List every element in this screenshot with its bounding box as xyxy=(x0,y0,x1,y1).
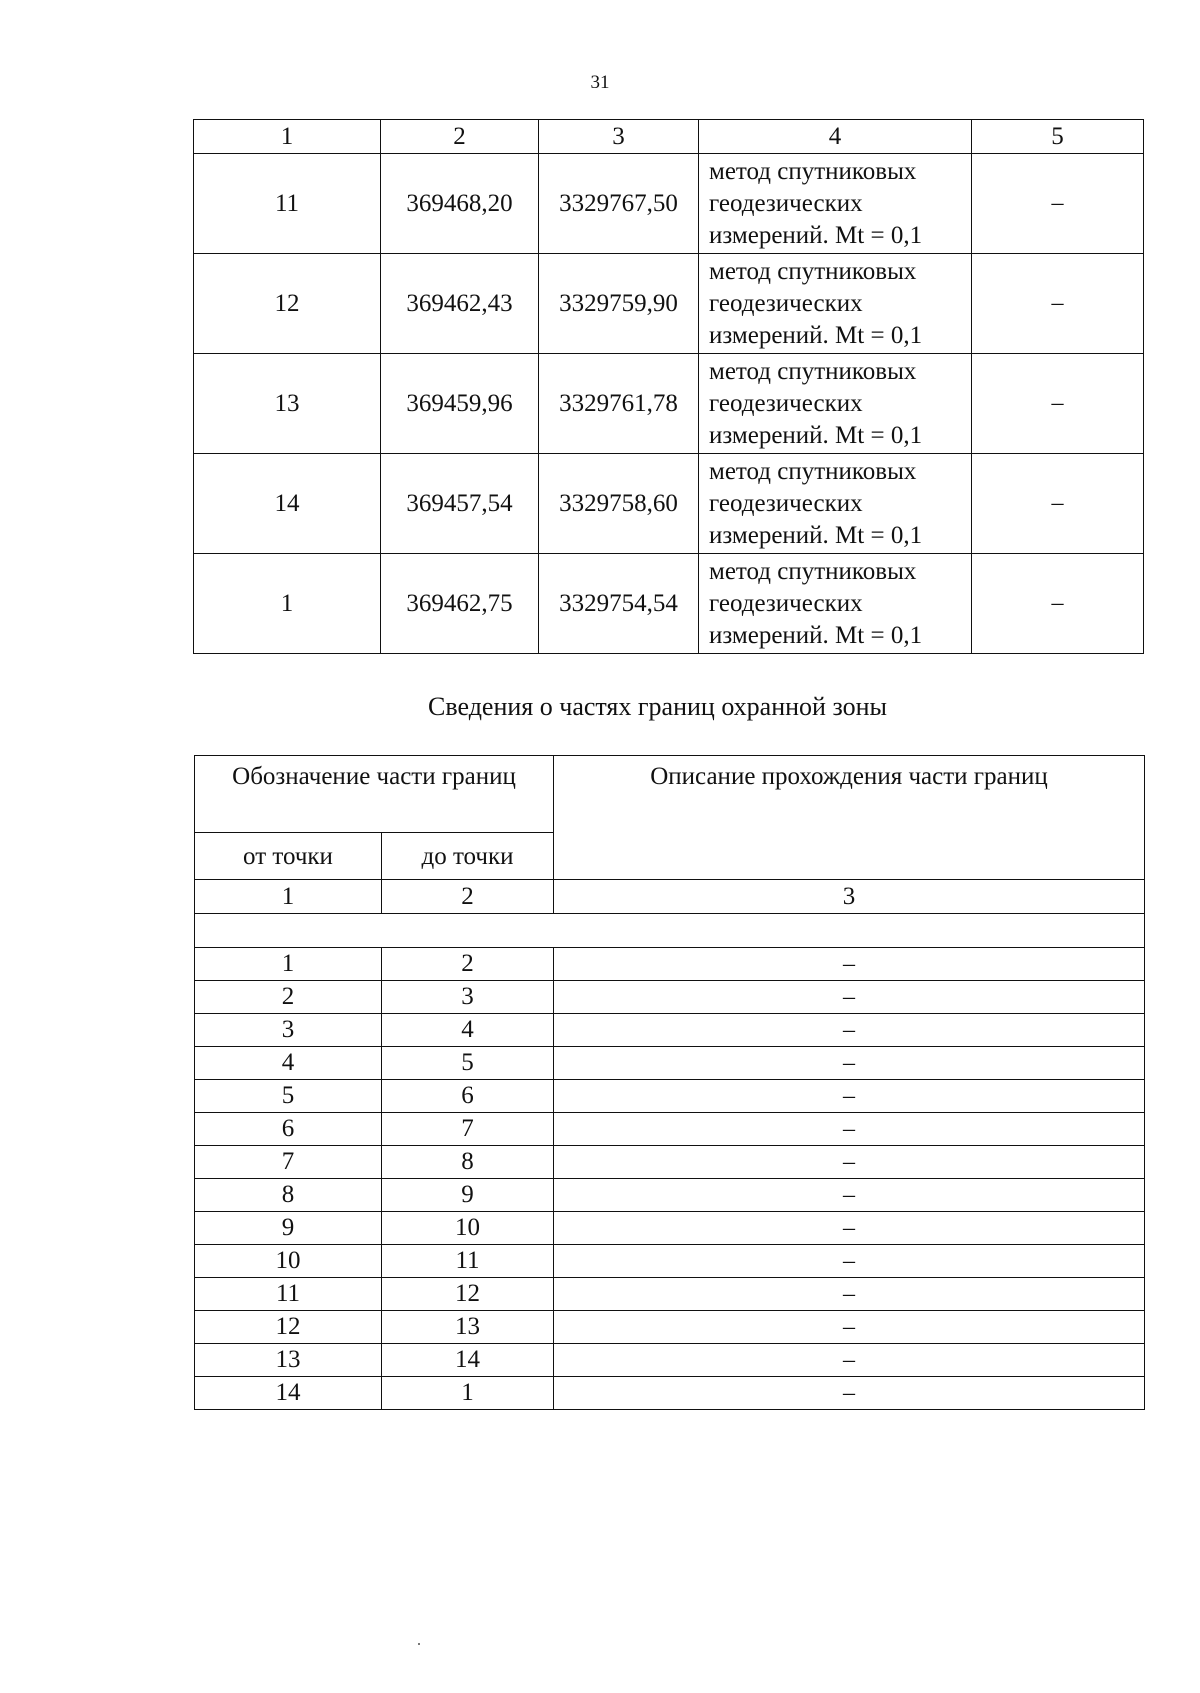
note-cell: – xyxy=(972,454,1144,554)
method-line: измерений. Mt = 0,1 xyxy=(709,421,923,449)
from-point-cell: 7 xyxy=(195,1146,382,1179)
to-point-header: до точки xyxy=(382,833,554,880)
from-point-cell: 10 xyxy=(195,1245,382,1278)
column-number: 4 xyxy=(699,120,972,154)
column-number: 1 xyxy=(194,120,381,154)
y-coordinate-cell: 3329754,54 xyxy=(539,554,699,654)
column-number: 1 xyxy=(195,880,382,914)
table-row xyxy=(195,1278,1145,1311)
to-point-cell: 2 xyxy=(382,948,554,981)
table-row xyxy=(194,554,1144,654)
table-row xyxy=(195,1377,1145,1410)
to-point-cell: 5 xyxy=(382,1047,554,1080)
header-row xyxy=(195,756,1145,833)
point-number-cell: 12 xyxy=(194,254,381,354)
description-header: Описание прохождения части границ xyxy=(554,756,1145,880)
boundary-parts-table xyxy=(194,755,1145,1410)
table-row xyxy=(195,1179,1145,1212)
description-cell: – xyxy=(554,1080,1145,1113)
x-coordinate-cell: 369462,75 xyxy=(381,554,539,654)
to-point-cell: 7 xyxy=(382,1113,554,1146)
description-cell: – xyxy=(554,1212,1145,1245)
description-cell: – xyxy=(554,1146,1145,1179)
table-row xyxy=(195,1245,1145,1278)
from-point-cell: 8 xyxy=(195,1179,382,1212)
point-number-cell: 1 xyxy=(194,554,381,654)
description-cell: – xyxy=(554,1278,1145,1311)
description-cell: – xyxy=(554,1344,1145,1377)
to-point-cell: 13 xyxy=(382,1311,554,1344)
method-line: измерений. Mt = 0,1 xyxy=(709,621,923,649)
method-line: геодезических xyxy=(709,589,863,617)
table-row xyxy=(195,981,1145,1014)
point-number-cell: 13 xyxy=(194,354,381,454)
from-point-cell: 3 xyxy=(195,1014,382,1047)
parts-section-title: Сведения о частях границ охранной зоны xyxy=(428,692,887,721)
point-number-cell: 14 xyxy=(194,454,381,554)
method-line: измерений. Mt = 0,1 xyxy=(709,221,923,249)
y-coordinate-cell: 3329761,78 xyxy=(539,354,699,454)
method-line: метод спутниковых xyxy=(709,157,917,185)
description-cell: – xyxy=(554,1245,1145,1278)
description-cell: – xyxy=(554,1047,1145,1080)
table-row xyxy=(195,1311,1145,1344)
to-point-cell: 4 xyxy=(382,1014,554,1047)
y-coordinate-cell: 3329767,50 xyxy=(539,154,699,254)
column-number-row xyxy=(194,120,1144,154)
column-number: 3 xyxy=(539,120,699,154)
description-cell: – xyxy=(554,1311,1145,1344)
table-row xyxy=(195,1080,1145,1113)
description-cell: – xyxy=(554,1014,1145,1047)
column-number-row xyxy=(195,880,1145,914)
table-row xyxy=(194,354,1144,454)
column-number: 2 xyxy=(381,120,539,154)
method-line: метод спутниковых xyxy=(709,457,917,485)
to-point-cell: 1 xyxy=(382,1377,554,1410)
table-row xyxy=(194,254,1144,354)
x-coordinate-cell: 369468,20 xyxy=(381,154,539,254)
method-cell xyxy=(699,554,972,654)
table-row xyxy=(195,1014,1145,1047)
designation-header: Обозначение части границ xyxy=(195,756,554,833)
method-line: измерений. Mt = 0,1 xyxy=(709,321,923,349)
table-row xyxy=(195,1047,1145,1080)
from-point-cell: 5 xyxy=(195,1080,382,1113)
to-point-cell: 14 xyxy=(382,1344,554,1377)
y-coordinate-cell: 3329758,60 xyxy=(539,454,699,554)
method-line: геодезических xyxy=(709,489,863,517)
from-point-cell: 12 xyxy=(195,1311,382,1344)
point-number-cell: 11 xyxy=(194,154,381,254)
y-coordinate-cell: 3329759,90 xyxy=(539,254,699,354)
column-number: 5 xyxy=(972,120,1144,154)
from-point-cell: 2 xyxy=(195,981,382,1014)
to-point-cell: 11 xyxy=(382,1245,554,1278)
from-point-header: от точки xyxy=(195,833,382,880)
from-point-cell: 14 xyxy=(195,1377,382,1410)
to-point-cell: 9 xyxy=(382,1179,554,1212)
table-row xyxy=(195,1113,1145,1146)
method-line: метод спутниковых xyxy=(709,257,917,285)
method-line: метод спутниковых xyxy=(709,357,917,385)
table-row xyxy=(194,154,1144,254)
page-number: 31 xyxy=(590,72,610,93)
from-point-cell: 11 xyxy=(195,1278,382,1311)
column-number: 2 xyxy=(382,880,554,914)
description-cell: – xyxy=(554,1179,1145,1212)
to-point-cell: 6 xyxy=(382,1080,554,1113)
coordinates-table xyxy=(193,119,1144,654)
description-cell: – xyxy=(554,1377,1145,1410)
method-line: измерений. Mt = 0,1 xyxy=(709,521,923,549)
method-cell xyxy=(699,454,972,554)
from-point-cell: 9 xyxy=(195,1212,382,1245)
table-row xyxy=(195,1146,1145,1179)
table-row xyxy=(195,1344,1145,1377)
column-number: 3 xyxy=(554,880,1145,914)
method-line: геодезических xyxy=(709,389,863,417)
from-point-cell: 4 xyxy=(195,1047,382,1080)
table-row xyxy=(194,454,1144,554)
x-coordinate-cell: 369462,43 xyxy=(381,254,539,354)
to-point-cell: 10 xyxy=(382,1212,554,1245)
description-cell: – xyxy=(554,1113,1145,1146)
note-cell: – xyxy=(972,254,1144,354)
from-point-cell: 1 xyxy=(195,948,382,981)
method-line: метод спутниковых xyxy=(709,557,917,585)
blank-row xyxy=(195,914,1145,948)
method-line: геодезических xyxy=(709,289,863,317)
description-cell: – xyxy=(554,948,1145,981)
method-cell xyxy=(699,154,972,254)
to-point-cell: 8 xyxy=(382,1146,554,1179)
note-cell: – xyxy=(972,154,1144,254)
stray-dot xyxy=(418,1643,420,1645)
x-coordinate-cell: 369457,54 xyxy=(381,454,539,554)
to-point-cell: 3 xyxy=(382,981,554,1014)
table-row xyxy=(195,1212,1145,1245)
method-cell xyxy=(699,254,972,354)
to-point-cell: 12 xyxy=(382,1278,554,1311)
method-line: геодезических xyxy=(709,189,863,217)
blank-cell xyxy=(195,914,1145,948)
from-point-cell: 13 xyxy=(195,1344,382,1377)
note-cell: – xyxy=(972,354,1144,454)
x-coordinate-cell: 369459,96 xyxy=(381,354,539,454)
note-cell: – xyxy=(972,554,1144,654)
from-point-cell: 6 xyxy=(195,1113,382,1146)
method-cell xyxy=(699,354,972,454)
description-cell: – xyxy=(554,981,1145,1014)
table-row xyxy=(195,948,1145,981)
